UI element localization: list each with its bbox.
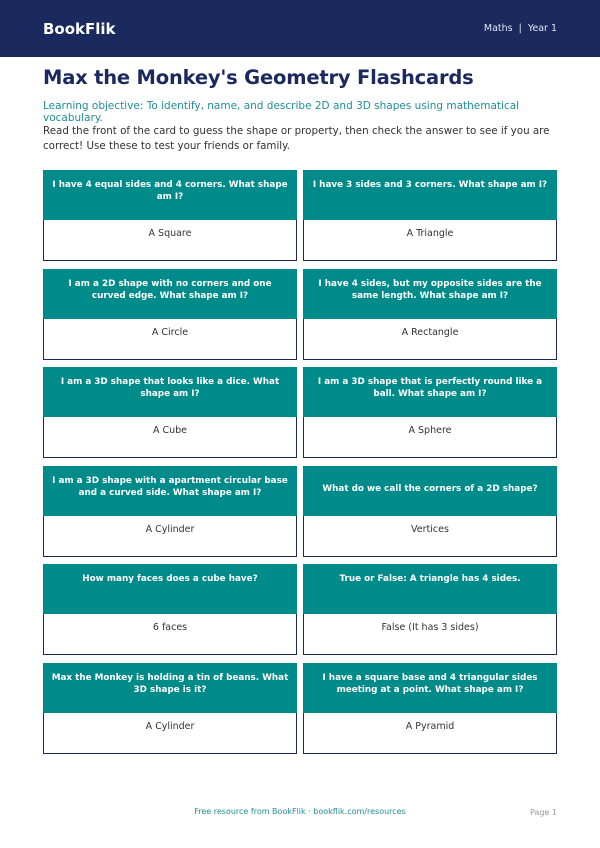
flashcard-12 [303,663,557,754]
flashcard-8 [303,466,557,557]
flashcard-answer: False (It has 3 sides) [303,614,557,655]
flashcard-9 [43,564,297,655]
flashcard-4 [303,269,557,360]
flashcard-6 [303,367,557,458]
flashcard-answer: A Square [43,220,297,261]
intro-text: Read the front of the card to guess the shape or property, then check the answer to see if you are correct! Use these to test your friends or family. [43,125,550,152]
flashcard-answer: A Cylinder [43,516,297,557]
flashcard-5 [43,367,297,458]
learning-objective: Learning objective: To identify, name, and describe 2D and 3D shapes using mathematical vocabulary. [43,100,520,124]
flashcard-3 [43,269,297,360]
year-label: Year 1 [527,23,557,34]
flashcard-question: I am a 3D shape with a apartment circular base and a curved side. What shape am I? [43,466,297,516]
subject-year-label [484,23,557,34]
flashcard-answer: A Rectangle [303,319,557,360]
footer-resource-link[interactable]: Free resource from BookFlik · bookflik.com/resources [194,807,406,816]
flashcard-answer: A Triangle [303,220,557,261]
top-header-bar [0,0,600,57]
flashcard-question: I am a 3D shape that is perfectly round like a ball. What shape am I? [303,367,557,417]
meta-separator: | [518,23,522,34]
flashcard-question: I have a square base and 4 triangular sides meeting at a point. What shape am I? [303,663,557,713]
subject-label: Maths [483,23,513,34]
flashcard-answer: 6 faces [43,614,297,655]
flashcard-question: How many faces does a cube have? [43,564,297,614]
page-title: Max the Monkey's Geometry Flashcards [43,66,474,89]
flashcard-answer: A Circle [43,319,297,360]
flashcard-question: True or False: A triangle has 4 sides. [303,564,557,614]
flashcard-2 [303,170,557,261]
flashcard-question: Max the Monkey is holding a tin of beans. What 3D shape is it? [43,663,297,713]
page-footer [0,807,600,821]
flashcard-question: I am a 2D shape with no corners and one curved edge. What shape am I? [43,269,297,319]
flashcard-answer: A Cube [43,417,297,458]
flashcard-1 [43,170,297,261]
flashcard-grid [43,170,557,754]
flashcard-answer: A Pyramid [303,713,557,754]
flashcard-11 [43,663,297,754]
flashcard-answer: Vertices [303,516,557,557]
brand-logo-text: BookFlik [43,19,116,38]
flashcard-question: What do we call the corners of a 2D shape? [303,466,557,516]
flashcard-answer: A Cylinder [43,713,297,754]
flashcard-question: I have 3 sides and 3 corners. What shape am I? [303,170,557,220]
flashcard-question: I have 4 equal sides and 4 corners. What shape am I? [43,170,297,220]
flashcard-question: I am a 3D shape that looks like a dice. What shape am I? [43,367,297,417]
flashcard-answer: A Sphere [303,417,557,458]
flashcard-7 [43,466,297,557]
page-number: Page 1 [530,808,557,817]
flashcard-question: I have 4 sides, but my opposite sides are the same length. What shape am I? [303,269,557,319]
flashcard-10 [303,564,557,655]
